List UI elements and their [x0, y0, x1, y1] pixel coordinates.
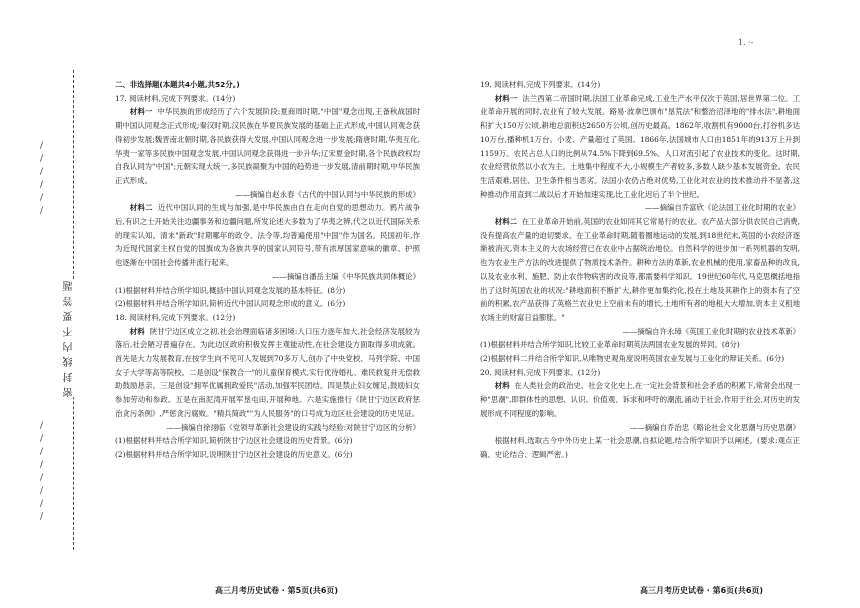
q20-material	[480, 379, 800, 420]
q17-material-2-source: ——摘编自潘岳主编《中华民族共同体概论》	[272, 271, 420, 281]
q17-material-1	[115, 105, 420, 187]
question-18-part-2: (2)根据材料并结合所学知识,说明陕甘宁边区社会建设的历史意义。(6分)	[115, 449, 353, 459]
binding-margin-ticks: / / / / / /	[40, 141, 44, 216]
q19-material-2	[480, 215, 800, 325]
material-text: 在工业革命开始前,英国的农业如同其它常易行的农业。农产品大部分供农民自己消费,没有提高农产量的迫切要求。在工业革命时期,随着圈地运动的发展,到18世纪末,英国的小农经济逐渐被消灭,资本主义的大农场经营已在农业中占据统治地位。自然科学的进步加一系列机器的发明,也为农业生产方法的改进提供了物质技术条件。耕种方法的革新,农业机械的使用,家畜品种的改良,以及农业水利、施肥、防止农作物病害的改良等,都需要科学知识。19世纪60年代,马克思概括地指出了这时英国农业的状况:"耕地面积不断扩大,耕作更加集约化,投在土地及其耕作上的资本有了空前的积累,农产品获得了英格兰农业史上空前未有的增长,土地所有者的地租大大增加,资本主义租地农场主的财富日益膨胀。"	[480, 217, 800, 322]
material-text: 陕甘宁边区成立之初,社会治理面临诸多困境:人口压力逐年加大,社会经济发展较为落后,社会陋习普遍存在。为此边区政府积极发挥主观能动性,在社会建设方面取得多项成就。首先是大力发展教育,在按学生向不见可人发展到70多万人,创办了中央党校、马列学院、中国女子大学等高等院校。二是创设"保教合一"的儿童保育模式,实行优待婚礼、难民救复并无偿救助鼓励恳亲。三是创设"拥军优属拥政爱民"活动,加强军民团结。四是禁止妇女缠足,鼓励妇女参加劳动和参政。五是在南泥湾开展军垦屯田,开展种地。六是实施推行《陕甘宁边区政府惩治贪污条例》,严惩贪污腐败。"精兵简政""为人民服务"的口号成为边区社会建设的历史见证。	[115, 326, 420, 418]
material-text: 中华民族的形成经历了六个发展阶段:夏商周时期,"中国"观念出现,王备秋战国时期中国认同观念正式形成;秦汉时期,汉民族在华夏民族发展的基础上正式形成,中国认同观念获得初步发展;魏晋南北朝时期,各民族获得大发展,中国认同观念进一步发展;隋唐时期,华夷互化,华夷一家等多民族中国观念发展,中国认同观念获得进一步升华;辽宋夏金时期,各个民族政权均自我认同为"中国";元朝实现大统一,多民族凝聚为中国的趋势进一步发展,清前期时期,中华民族正式形成。	[115, 107, 420, 185]
material-label: 材料	[494, 381, 510, 391]
q19-material-1-source: ——摘编自乔富欣《论法国工业化时期的农业》	[644, 203, 800, 213]
binding-warning: 密 封 线 内 不 要 答 题	[63, 280, 85, 397]
question-17-part-1: (1)根据材料并结合所学知识,概括中国认同观念发展的基本特征。(8分)	[115, 285, 346, 295]
corner-mark: 1. ·-	[738, 38, 754, 47]
question-19-stem: 19. 阅读材料,完成下列要求。(14分)	[480, 80, 601, 89]
section-title: 二、非选择题(本题共4小题,共52分。)	[115, 80, 240, 89]
q19-material-2-source: ——摘编自许永璋《英国工业化时期的农业技术革新》	[622, 326, 800, 336]
page-footer: 高三月考历史试卷 · 第5页(共6页)	[215, 586, 339, 595]
material-label: 材料一	[494, 93, 518, 103]
exam-page-6	[430, 0, 860, 608]
material-text: 在人类社会的政治史、社会文化史上,在一定社会背景和社会矛盾的积累下,常常会出现一种"思潮",即群体性的思想、认识、价值观、诉求和呼吁的潮流,涌动于社会,作用于社会,对历史的发展形成不同程度的影响。	[480, 381, 801, 418]
question-18-part-1: (1)根据材料并结合所学知识,简析陕甘宁边区社会建设的历史背景。(6分)	[115, 436, 353, 446]
question-20-stem: 20. 阅读材料,完成下列要求。(12分)	[480, 367, 601, 377]
binding-line	[60, 70, 88, 550]
q20-material-source: ——摘编自乔治忠《略论社会文化思潮与历史思潮》	[630, 422, 800, 432]
question-17-part-2: (2)根据材料并结合所学知识,简析近代中国认同观念形成的意义。(6分)	[115, 299, 346, 309]
material-label: 材料二	[494, 217, 517, 227]
q18-material	[115, 325, 420, 421]
right-column	[480, 78, 800, 462]
question-19-part-2: (2)根据材料二并结合所学知识,从唯物史观角度说明英国农业发展与工业化的辩证关系。(6分)	[480, 354, 785, 364]
question-19-part-1: (1)根据材料并结合所学知识,比较工业革命时期英法两国农业发展的异同。(8分)	[480, 340, 740, 350]
page-footer: 高三月考历史试卷 · 第6页(共6页)	[640, 586, 764, 595]
material-label: 材料	[129, 326, 145, 336]
question-17-stem: 17. 阅读材料,完成下列要求。(14分)	[115, 93, 236, 103]
q17-material-1-source: ——摘编自赵永春《古代的中国认同与中华民族的形成》	[235, 189, 420, 199]
left-column	[115, 78, 420, 462]
material-label: 材料一	[129, 107, 153, 117]
q19-material-1	[480, 92, 800, 202]
q17-material-2	[115, 201, 420, 270]
material-label: 材料二	[129, 203, 153, 213]
q18-material-source: ——摘编自徐翊临《党领导革新社会建设的实践与经验:对陕甘宁边区的分析》	[166, 422, 420, 432]
binding-margin-ticks: / / / / / / / /	[40, 421, 44, 522]
material-text: 近代中国认同的生成与加强,是中华民族由自在走向自觉的思想动力。鸦片战争后,有识之士开始关注边疆事务和边疆问题,所发论述大多数为了华夷之辨,代之以近代国际关系的现实认知。清末"新政"时期哪年的政令、法令等,均普遍使用"中国"作为国名。民国初年,作为近现代国家主权自觉的国旗成为各族共享的国家认同符号,带有浓厚国家意味的徽章、护照也逐渐在中国社会传播并流行起来。	[115, 203, 420, 268]
question-20-task: 根据材料,选取古今中外历史上某一社会思潮,自拟论题,结合所学知识予以阐述。(要求:观点正确、史论结合、逻辑严密。)	[480, 436, 800, 459]
material-text: 法兰西第二帝国时期,法国工业革命完成,工业生产水平仅次于英国,居世界第二位。工业革命开展的同时,农业有了较大发展。路易·波拿巴颁布"垦荒法"和整治沼泽地的"排水法",耕地面积扩大150万公顷,耕地总面积达2650万公顷,创历史最高。1862年,收割机有9000台,打谷机多达10万台,播种机1万台。小麦、产量超过了英国。1866年,法国城市人口由1851年的913万上升到1159万。农民占总人口的比例从74.5%下降到69.5%。人口对流引起了农业技术的变化。这时期,农业经营依然以小农为主。土地集中程度不大,小规模生产者较多,多数人缺少基本发展资金。农民生活艰难,居住、卫生条件相当恶劣。法国小农仍占绝对优势,工业化对农业的技术推动并不显著,这种推动作用直到二战以后才开始加速实现,比工业化迟后了半个世纪。	[480, 93, 800, 199]
question-18-stem: 18. 阅读材料,完成下列要求。(12分)	[115, 312, 236, 322]
